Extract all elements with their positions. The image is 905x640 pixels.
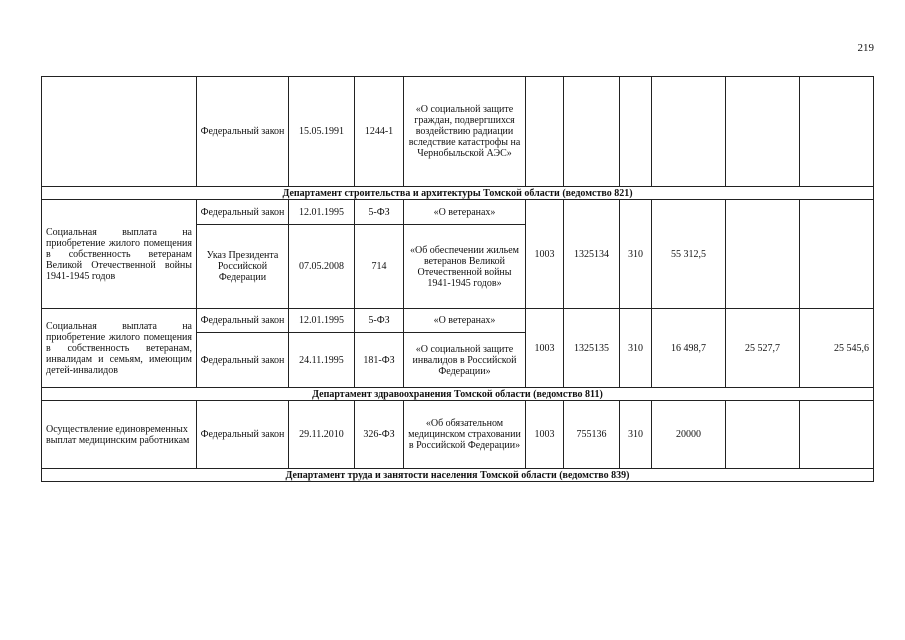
amount-cell: 25 545,6 (800, 309, 874, 388)
number-cell: 714 (355, 225, 404, 309)
page-number: 219 (857, 42, 874, 54)
act-type-cell: Федеральный закон (197, 309, 289, 333)
date-cell: 12.01.1995 (289, 309, 355, 333)
description-cell: Социальная выплата на приобретение жилого помещения в собственность ветеранам, инвалидам и семьям, имеющим детей-инвалидов (42, 309, 197, 388)
budget-table (41, 76, 874, 482)
amount-cell: 55 312,5 (652, 200, 726, 309)
title-cell: «Об обеспечении жильем ветеранов Великой Отечественной войны 1941-1945 годов» (404, 225, 526, 309)
date-cell: 24.11.1995 (289, 333, 355, 388)
department-row (42, 388, 874, 401)
number-cell: 5-ФЗ (355, 200, 404, 225)
description-cell (42, 77, 197, 187)
amount-cell (652, 77, 726, 187)
amount-cell (800, 77, 874, 187)
table-row (42, 309, 874, 333)
department-heading: Департамент труда и занятости населения Томской области (ведомство 839) (42, 469, 874, 482)
amount-cell (726, 77, 800, 187)
section-cell (526, 77, 564, 187)
amount-cell (800, 200, 874, 309)
date-cell: 29.11.2010 (289, 401, 355, 469)
title-cell: «О ветеранах» (404, 200, 526, 225)
description-cell: Осуществление единовременных выплат медицинским работникам (42, 401, 197, 469)
act-type-cell: Федеральный закон (197, 200, 289, 225)
number-cell: 181-ФЗ (355, 333, 404, 388)
department-heading: Департамент здравоохранения Томской области (ведомство 811) (42, 388, 874, 401)
act-type-cell: Федеральный закон (197, 333, 289, 388)
amount-cell (726, 401, 800, 469)
table-row (42, 401, 874, 469)
kind-cell (620, 77, 652, 187)
number-cell: 326-ФЗ (355, 401, 404, 469)
kind-cell: 310 (620, 401, 652, 469)
amount-cell: 25 527,7 (726, 309, 800, 388)
department-heading: Департамент строительства и архитектуры Томской области (ведомство 821) (42, 187, 874, 200)
section-cell: 1003 (526, 401, 564, 469)
title-cell: «О социальной защите граждан, подвергшихся воздействию радиации вследствие катастрофы на Чернобыльской АЭС» (404, 77, 526, 187)
date-cell: 15.05.1991 (289, 77, 355, 187)
act-type-cell: Федеральный закон (197, 401, 289, 469)
section-cell: 1003 (526, 309, 564, 388)
title-cell: «Об обязательном медицинском страховании в Российской Федерации» (404, 401, 526, 469)
department-row (42, 469, 874, 482)
target-cell (564, 77, 620, 187)
table-row (42, 200, 874, 225)
amount-cell (726, 200, 800, 309)
target-cell: 755136 (564, 401, 620, 469)
title-cell: «О ветеранах» (404, 309, 526, 333)
kind-cell: 310 (620, 200, 652, 309)
date-cell: 07.05.2008 (289, 225, 355, 309)
act-type-cell: Федеральный закон (197, 77, 289, 187)
number-cell: 5-ФЗ (355, 309, 404, 333)
table-row (42, 77, 874, 187)
description-cell: Социальная выплата на приобретение жилого помещения в собственность ветеранам Великой Отечественной войны 1941-1945 годов (42, 200, 197, 309)
section-cell: 1003 (526, 200, 564, 309)
date-cell: 12.01.1995 (289, 200, 355, 225)
amount-cell: 16 498,7 (652, 309, 726, 388)
title-cell: «О социальной защите инвалидов в Российской Федерации» (404, 333, 526, 388)
amount-cell: 20000 (652, 401, 726, 469)
target-cell: 1325135 (564, 309, 620, 388)
amount-cell (800, 401, 874, 469)
target-cell: 1325134 (564, 200, 620, 309)
act-type-cell: Указ Президента Российской Федерации (197, 225, 289, 309)
department-row (42, 187, 874, 200)
kind-cell: 310 (620, 309, 652, 388)
number-cell: 1244-1 (355, 77, 404, 187)
